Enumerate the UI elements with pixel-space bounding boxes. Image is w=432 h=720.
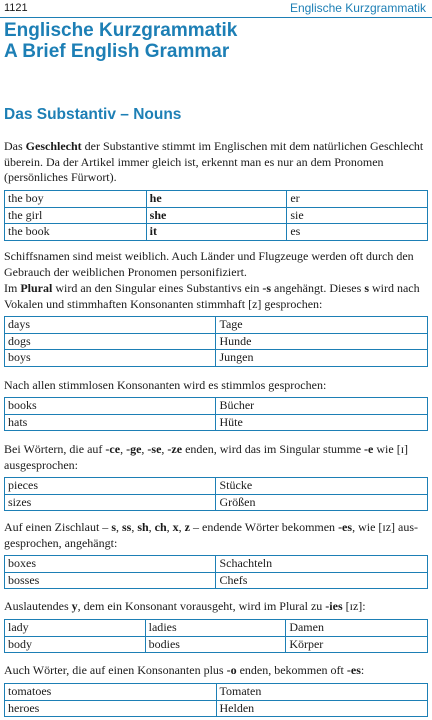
table-cell [5, 414, 216, 431]
word-stem: tomato [8, 684, 42, 698]
text-run-bold: -es [338, 520, 353, 534]
paragraph-sibilant [4, 520, 428, 551]
table-cell [5, 572, 216, 589]
paragraph-o-ending [4, 663, 428, 679]
table-cell: she [146, 207, 287, 224]
table-cell [5, 684, 217, 701]
text-run: Auslautendes [4, 599, 72, 613]
table-row [5, 317, 428, 334]
text-run: wird nach Vokalen und stimmhaften Konsonanten stimmhaft [z] gesprochen: [4, 281, 420, 311]
text-run-bold: x [172, 520, 179, 534]
text-run: , [120, 442, 127, 456]
text-run-bold: -o [226, 663, 237, 677]
table-row [5, 191, 428, 208]
text-run-bold: s [111, 520, 116, 534]
text-run-bold: -s [262, 281, 271, 295]
table-cell [5, 333, 216, 350]
table-cell: Damen [286, 620, 428, 637]
plural-ending: ies [166, 636, 180, 651]
table-cell: Bücher [216, 398, 428, 415]
text-run: : [360, 663, 365, 677]
paragraph-ships: Schiffsnamen sind meist weiblich. Auch Länder und Flugzeuge werden oft durch den Gebrauch der weiblichen Pronomen personifiziert. [4, 249, 414, 279]
text-run: , [115, 520, 122, 534]
plural-ending: s [26, 350, 31, 364]
text-run: – endende Wörter bekommen [190, 520, 339, 534]
table-row [5, 414, 428, 431]
text-run-bold: y [71, 599, 78, 613]
plural-ending: es [28, 478, 38, 492]
table-row [5, 556, 428, 573]
table-cell [145, 636, 286, 653]
word-stem: lad [8, 620, 23, 634]
table-cell: Jungen [216, 350, 428, 367]
running-title: Englische Kurzgrammatik [289, 1, 426, 15]
plural-ending: es [21, 494, 32, 509]
table-cell [5, 636, 146, 653]
word-stem: lad [148, 620, 164, 634]
table-cell [5, 620, 146, 637]
table-row [5, 333, 428, 350]
text-run-bold: ss [121, 520, 132, 534]
text-run-bold: Geschlecht [25, 139, 82, 153]
word-stem: box [8, 556, 26, 570]
o-ending-plural-table [4, 683, 428, 717]
text-run: wie [ɪ] ausgesprochen: [4, 442, 409, 472]
plural-ending: es [41, 684, 52, 698]
text-run: Im [4, 281, 21, 295]
table-cell: Hüte [216, 414, 428, 431]
running-header [0, 0, 432, 18]
table-row [5, 700, 428, 717]
text-run: enden, wird das im Singular stumme [182, 442, 365, 456]
text-run: , [141, 442, 148, 456]
text-run-bold: -ies [325, 599, 343, 613]
ies-plural-table [4, 619, 428, 653]
table-cell: Helden [216, 700, 428, 717]
word-stem: bod [8, 636, 26, 651]
table-row [5, 636, 428, 653]
word-stem: piec [8, 478, 28, 492]
table-cell: es [287, 224, 428, 241]
plural-ending: es [29, 700, 40, 715]
text-run: enden, bekommen oft [236, 663, 347, 677]
text-run: , dem ein Konsonant vorausgeht, wird im Plural zu [77, 599, 326, 613]
table-cell: Stücke [216, 478, 428, 495]
paragraph-plural [4, 281, 428, 312]
title-english: A Brief English Grammar [4, 41, 230, 62]
text-run: wird an den Singular eines Substantivs ein [52, 281, 263, 295]
plural-ending: s [25, 317, 30, 331]
table-cell: Größen [216, 494, 428, 511]
table-cell: Hunde [216, 333, 428, 350]
gender-table [4, 190, 428, 241]
word-stem: boy [8, 350, 26, 364]
word-stem: day [8, 317, 26, 331]
text-run-bold: sh [137, 520, 149, 534]
table-row [5, 620, 428, 637]
table-cell [5, 317, 216, 334]
singular-ending: y [22, 620, 29, 634]
voiced-plural-table [4, 316, 428, 367]
plural-ending: ies [163, 620, 177, 634]
text-run: , wie [ɪz] ausgesprochen, angehängt: [4, 520, 419, 550]
sibilant-plural-table [4, 555, 428, 589]
text-run-bold: -e [364, 442, 374, 456]
word-stem: hat [8, 414, 23, 429]
table-row [5, 572, 428, 589]
table-cell [5, 398, 216, 415]
paragraph-silent-e [4, 442, 428, 473]
table-cell: it [146, 224, 287, 241]
table-cell: the book [5, 224, 147, 241]
table-cell: sie [287, 207, 428, 224]
table-row [5, 494, 428, 511]
text-run: angehängt. Dieses [271, 281, 365, 295]
text-run: Bei Wörtern, die auf [4, 442, 106, 456]
word-stem: siz [8, 494, 22, 509]
page-number: 1121 [4, 2, 28, 14]
text-run-bold: -es [346, 663, 361, 677]
text-run: der Substantive stimmt im Englischen mit dem natürlichen Geschlecht überein. Da der Artikel immer gleich ist, erkennt man es nur an dem Pronomen (persönliches Fürwort). [4, 139, 424, 184]
page-title [4, 20, 237, 62]
table-row [5, 207, 428, 224]
paragraph-gender [4, 139, 428, 186]
table-cell [5, 700, 217, 717]
table-cell [5, 494, 216, 511]
text-run-bold: Plural [20, 281, 53, 295]
section-heading: Das Substantiv – Nouns [4, 106, 182, 123]
table-cell: Tomaten [216, 684, 428, 701]
table-cell: Chefs [216, 572, 428, 589]
text-run: , [166, 520, 173, 534]
table-row [5, 224, 428, 241]
table-cell: the girl [5, 207, 147, 224]
table-cell: Körper [286, 636, 428, 653]
singular-ending: y [26, 636, 32, 651]
table-row [5, 478, 428, 495]
table-cell: Tage [216, 317, 428, 334]
table-cell [5, 350, 216, 367]
text-run-bold: z [184, 520, 190, 534]
text-run: Auch Wörter, die auf einen Konsonanten plus [4, 663, 227, 677]
word-stem: boss [8, 572, 30, 587]
plural-ending: s [26, 333, 31, 348]
text-run-bold: ch [154, 520, 167, 534]
paragraph-voiceless: Nach allen stimmlosen Konsonanten wird es stimmlos gesprochen: [4, 378, 327, 392]
text-run-bold: -ze [167, 442, 183, 456]
text-run-bold: s [364, 281, 369, 295]
text-run: , [161, 442, 168, 456]
table-row [5, 398, 428, 415]
table-cell: he [146, 191, 287, 208]
plural-ending: s [22, 414, 28, 429]
paragraph-y-to-ies [4, 599, 428, 615]
text-run: [ɪz]: [342, 599, 366, 613]
word-stem: book [8, 398, 32, 412]
text-run: Das [4, 139, 26, 153]
plural-ending: es [29, 572, 40, 587]
table-cell: the boy [5, 191, 147, 208]
table-cell [145, 620, 286, 637]
voiceless-plural-table [4, 397, 428, 431]
text-run-bold: -ge [126, 442, 142, 456]
table-cell: Schachteln [216, 556, 428, 573]
table-cell [5, 478, 216, 495]
silent-e-plural-table [4, 477, 428, 511]
text-run-bold: -ce [105, 442, 121, 456]
word-stem: hero [8, 700, 30, 715]
text-run-bold: -se [147, 442, 162, 456]
word-stem: dog [8, 333, 26, 348]
table-row [5, 350, 428, 367]
table-cell [5, 556, 216, 573]
text-run: , [131, 520, 138, 534]
table-cell: er [287, 191, 428, 208]
text-run: Auf einen Zischlaut – [4, 520, 112, 534]
text-run: , [148, 520, 155, 534]
text-run: , [178, 520, 185, 534]
table-row [5, 684, 428, 701]
plural-ending: es [26, 556, 36, 570]
plural-ending: s [32, 398, 37, 412]
title-german: Englische Kurzgrammatik [4, 20, 238, 41]
word-stem: bod [148, 636, 167, 651]
